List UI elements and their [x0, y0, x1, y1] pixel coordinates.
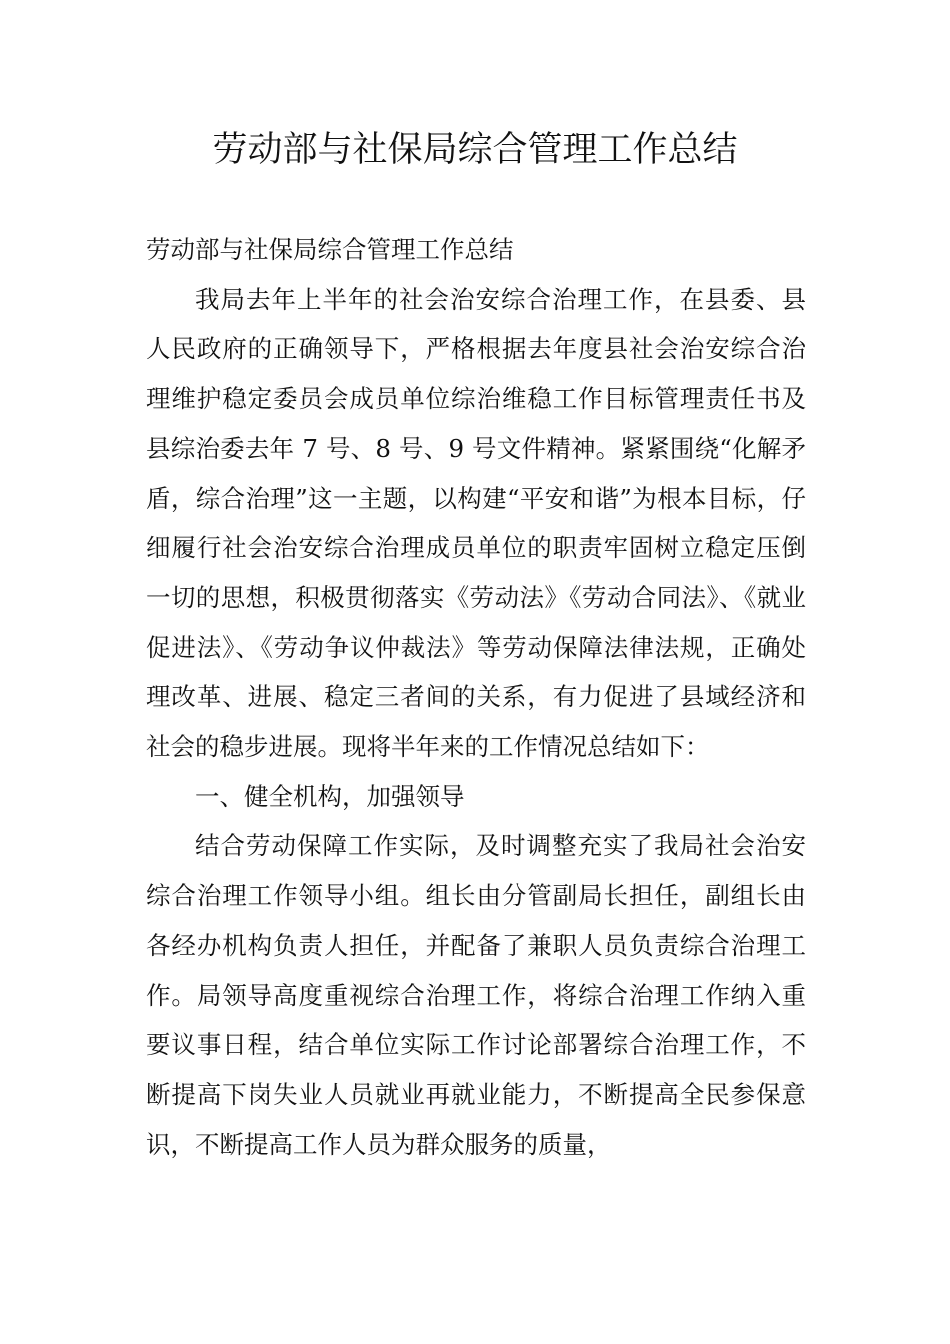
document-body: [146, 225, 806, 1169]
paragraph-section-1: 结合劳动保障工作实际，及时调整充实了我局社会治安综合治理工作领导小组。组长由分管副局长担任，副组长由各经办机构负责人担任，并配备了兼职人员负责综合治理工作。局领导高度重视综合治理工作，将综合治理工作纳入重要议事日程，结合单位实际工作讨论部署综合治理工作，不断提高下岗失业人员就业再就业能力，不断提高全民参保意识，不断提高工作人员为群众服务的质量，: [146, 831, 806, 1159]
section-heading-1: 一、健全机构，加强领导: [195, 781, 465, 811]
paragraph-intro: 我局去年上半年的社会治安综合治理工作，在县委、县人民政府的正确领导下，严格根据去年度县社会治安综合治理维护稳定委员会成员单位综治维稳工作目标管理责任书及县综治委去年 7 号、8 号、9 号文件精神。紧紧围绕“化解矛盾，综合治理”这一主题，以构建“平安和谐”为根本目标，仔细履行社会治安综合治理成员单位的职责牢固树立稳定压倒一切的思想，积极贯彻落实《劳动法》《劳动合同法》、《就业促进法》、《劳动争议仲裁法》等劳动保障法律法规，正确处理改革、进展、稳定三者间的关系，有力促进了县域经济和社会的稳步进展。现将半年来的工作情况总结如下：: [146, 284, 806, 762]
document-subtitle: 劳动部与社保局综合管理工作总结: [146, 235, 514, 264]
document-title: 劳动部与社保局综合管理工作总结: [212, 130, 738, 170]
